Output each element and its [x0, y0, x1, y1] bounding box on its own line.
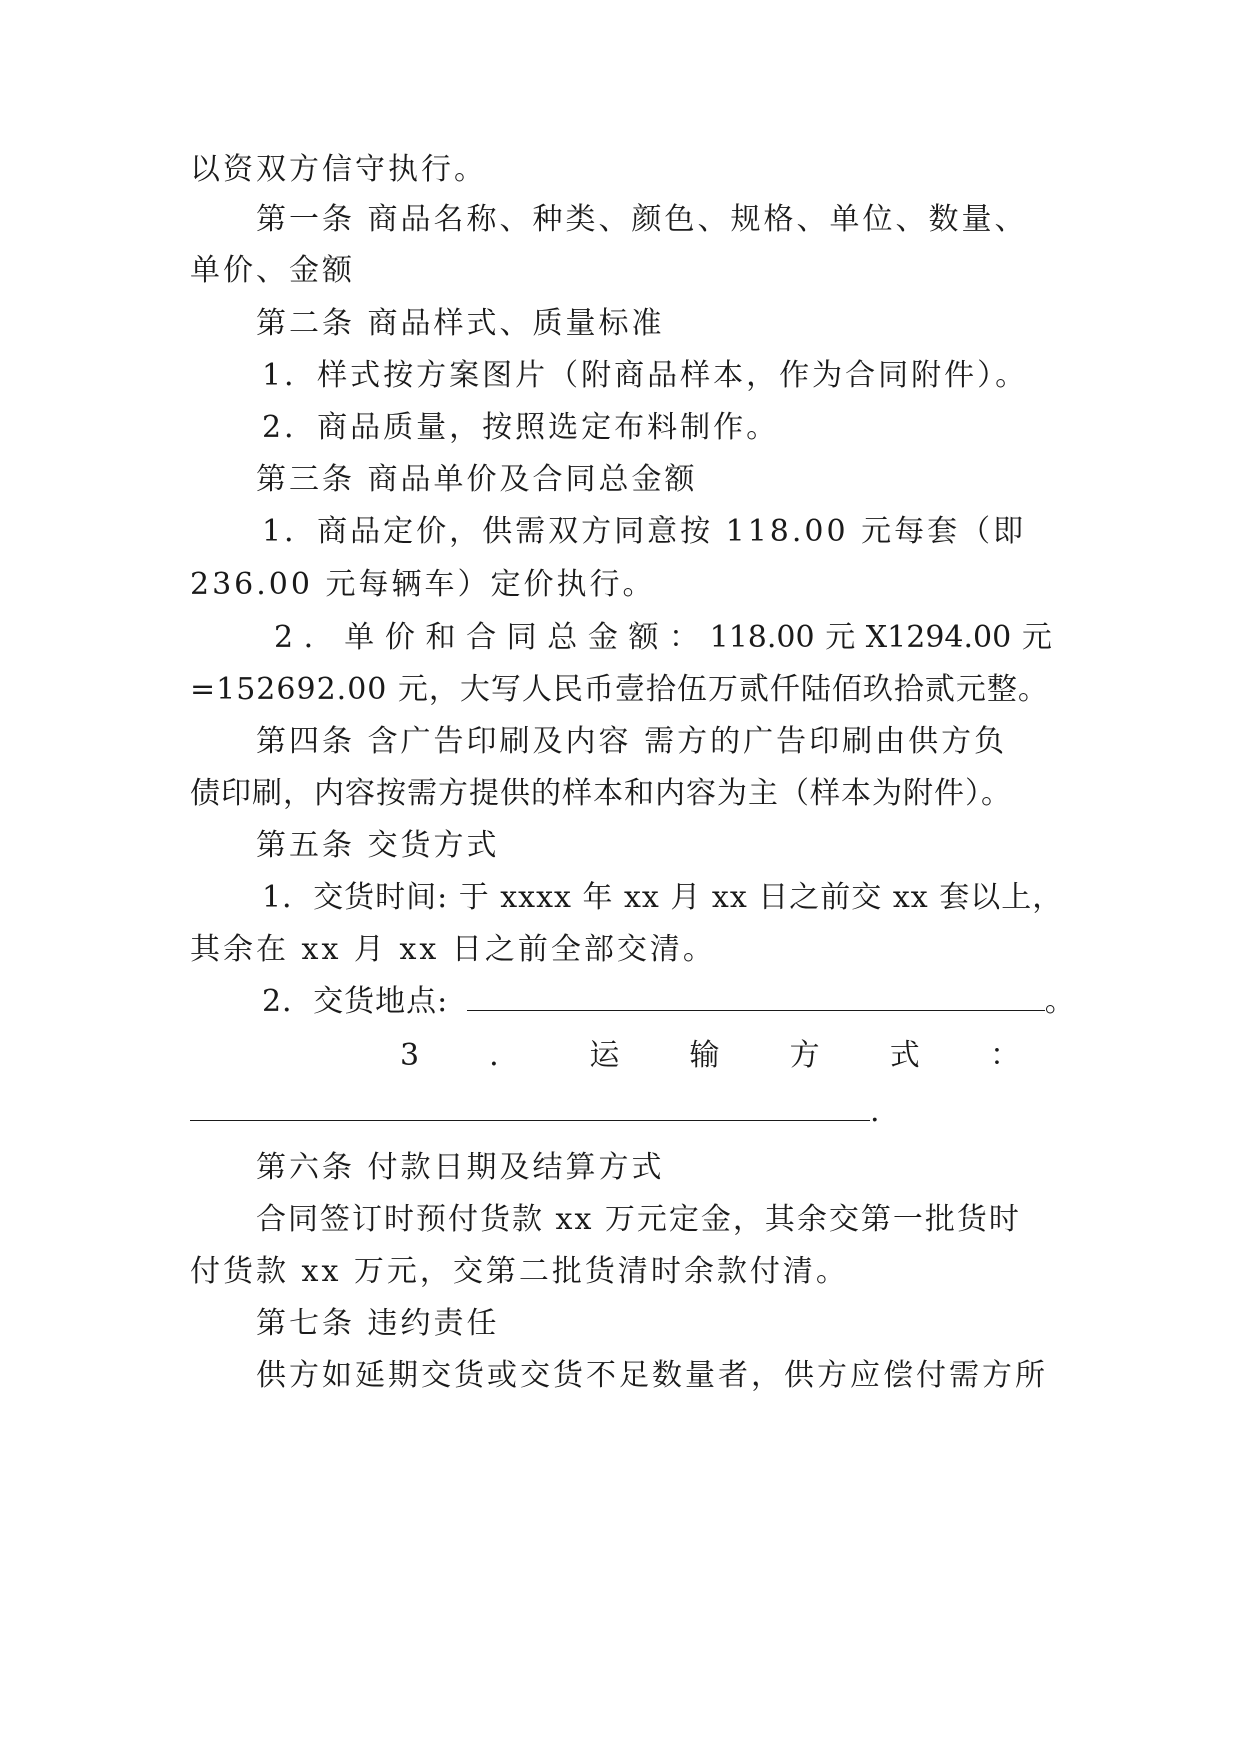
article-7-heading: 第七条 违约责任	[256, 1306, 500, 1341]
text-fragment: ．	[303, 620, 334, 655]
text-line: 其余在 xx 月 xx 日之前全部交清。	[190, 932, 716, 967]
text-fragment: 输	[689, 1038, 720, 1073]
text-fragment: 合	[466, 620, 497, 655]
delivery-location-label: 2．交货地点:	[262, 984, 449, 1019]
text-fragment: 运	[589, 1038, 620, 1073]
transport-method-blank-line	[190, 1092, 1052, 1132]
justified-line	[274, 618, 1052, 658]
text-line: 236.00 元每辆车）定价执行。	[190, 567, 656, 602]
article-1-heading: 第一条 商品名称、种类、颜色、规格、单位、数量、	[256, 202, 1028, 237]
article-2-heading: 第二条 商品样式、质量标准	[256, 306, 665, 341]
text-line: 付货款 xx 万元，交第二批货清时余款付清。	[190, 1254, 849, 1289]
text-fragment: 。	[1044, 984, 1076, 1019]
article-3-heading: 第三条 商品单价及合同总金额	[256, 462, 698, 497]
delivery-location-line	[262, 982, 1076, 1022]
text-fragment: 额	[628, 620, 659, 655]
text-line: =152692.00 元，大写人民币壹拾伍万贰仟陆佰玖拾贰元整。	[190, 672, 1049, 707]
article-6-heading: 第六条 付款日期及结算方式	[256, 1150, 665, 1185]
text-fragment: 3	[400, 1038, 420, 1073]
list-item: 1．样式按方案图片（附商品样本，作为合同附件）。	[262, 358, 1029, 393]
text-fragment: ：	[669, 620, 700, 655]
text-fragment: X1294.00	[865, 620, 1012, 655]
text-fragment: 118.00	[709, 620, 815, 655]
text-line: 以资双方信守执行。	[190, 152, 487, 187]
text-fragment: 金	[587, 620, 618, 655]
text-fragment: 2	[274, 620, 294, 655]
text-fragment: .	[870, 1094, 883, 1129]
text-fragment: 总	[547, 620, 578, 655]
text-fragment: ．	[489, 1038, 520, 1073]
transport-method-blank	[190, 1094, 870, 1121]
list-item: 2．商品质量，按照选定布料制作。	[262, 410, 780, 445]
text-line: 合同签订时预付货款 xx 万元定金，其余交第一批货时	[256, 1202, 1021, 1237]
text-fragment: 和	[425, 620, 456, 655]
text-line: 供方如延期交货或交货不足数量者，供方应偿付需方所	[256, 1358, 1048, 1393]
article-5-heading: 第五条 交货方式	[256, 828, 500, 863]
list-item: 1．商品定价，供需双方同意按 118.00 元每套（即	[262, 514, 1027, 549]
text-fragment: 元	[825, 620, 856, 655]
text-fragment: ：	[989, 1038, 1020, 1073]
delivery-location-blank	[467, 984, 1045, 1011]
list-item: 1．交货时间: 于 xxxx 年 xx 月 xx 日之前交 xx 套以上，	[262, 880, 1064, 915]
text-line: 债印刷，内容按需方提供的样本和内容为主（样本为附件）。	[190, 776, 1012, 811]
text-line: 单价、金额	[190, 253, 355, 288]
text-fragment: 元	[1021, 620, 1052, 655]
text-fragment: 方	[789, 1038, 820, 1073]
justified-line	[400, 1036, 1020, 1076]
text-fragment: 价	[384, 620, 415, 655]
text-fragment: 式	[889, 1038, 920, 1073]
text-fragment: 同	[506, 620, 537, 655]
text-fragment: 单	[344, 620, 375, 655]
article-4-heading: 第四条 含广告印刷及内容 需方的广告印刷由供方负	[256, 724, 1008, 759]
